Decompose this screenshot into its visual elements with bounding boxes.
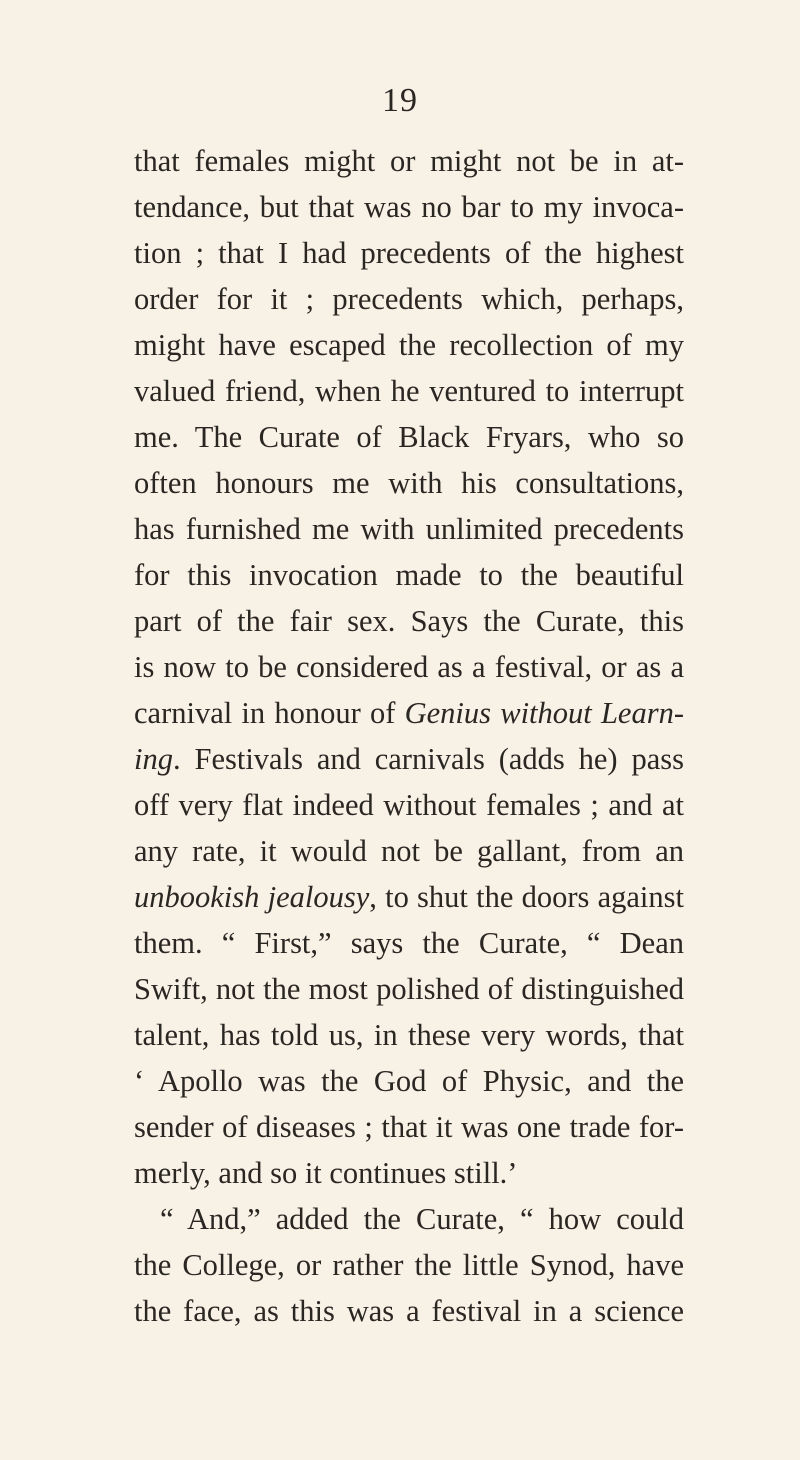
text-line <box>134 966 684 1012</box>
text-line <box>134 322 684 368</box>
text-run: has furnished me with unlimited precedents <box>134 512 684 546</box>
text-run: me. The Curate of Black Fryars, who so <box>134 420 684 454</box>
text-run: any rate, it would not be gallant, from an <box>134 834 684 868</box>
text-line <box>134 828 684 874</box>
text-run: ‘ Apollo was the God of Physic, and the <box>134 1064 684 1098</box>
text-run: tion ; that I had precedents of the highest <box>134 236 684 270</box>
text-line <box>134 276 684 322</box>
text-run: , to shut the doors against <box>369 880 684 914</box>
text-line <box>134 414 684 460</box>
text-line <box>134 1058 684 1104</box>
text-run: the face, as this was a festival in a science <box>134 1294 684 1328</box>
text-line <box>134 690 684 736</box>
text-line <box>134 1288 684 1334</box>
text-run: talent, has told us, in these very words, that <box>134 1018 684 1052</box>
text-line <box>134 184 684 230</box>
italic-phrase: Genius without Learn- <box>404 696 684 730</box>
text-run: part of the fair sex. Says the Curate, this <box>134 604 684 638</box>
text-line <box>134 552 684 598</box>
text-run: . Festivals and carnivals (adds he) pass <box>172 742 684 776</box>
text-run: “ And,” added the Curate, “ how could <box>160 1202 684 1236</box>
text-line <box>134 506 684 552</box>
text-run: the College, or rather the little Synod, have <box>134 1248 684 1282</box>
text-run: them. “ First,” says the Curate, “ Dean <box>134 926 684 960</box>
text-run: often honours me with his consultations, <box>134 466 684 500</box>
text-line <box>134 460 684 506</box>
text-run: merly, and so it continues still.’ <box>134 1156 518 1190</box>
text-line <box>134 1104 684 1150</box>
page-number: 19 <box>382 82 418 119</box>
text-line <box>134 1196 684 1242</box>
text-run: carnival in honour of <box>134 696 405 730</box>
text-line <box>134 230 684 276</box>
text-line <box>134 598 684 644</box>
text-line <box>134 138 684 184</box>
text-run: off very flat indeed without females ; and at <box>134 788 684 822</box>
text-line <box>134 1242 684 1288</box>
italic-phrase: ing <box>134 742 173 776</box>
text-line <box>134 920 684 966</box>
text-line <box>134 368 684 414</box>
text-line <box>134 782 684 828</box>
text-run: might have escaped the recollection of my <box>134 328 684 362</box>
text-line <box>134 644 684 690</box>
text-run: sender of diseases ; that it was one trade for- <box>134 1110 684 1144</box>
text-run: for this invocation made to the beautiful <box>134 558 684 592</box>
italic-phrase: unbookish jealousy <box>134 880 370 914</box>
text-run: that females might or might not be in at- <box>134 144 684 178</box>
text-run: Swift, not the most polished of distinguished <box>134 972 684 1006</box>
text-line <box>134 1150 684 1196</box>
text-run: order for it ; precedents which, perhaps, <box>134 282 684 316</box>
text-line <box>134 736 684 782</box>
text-line <box>134 874 684 920</box>
text-run: tendance, but that was no bar to my invoca- <box>134 190 684 224</box>
body-text <box>134 138 684 1334</box>
text-line <box>134 1012 684 1058</box>
text-run: valued friend, when he ventured to interrupt <box>134 374 684 408</box>
text-run: is now to be considered as a festival, or as a <box>134 650 684 684</box>
